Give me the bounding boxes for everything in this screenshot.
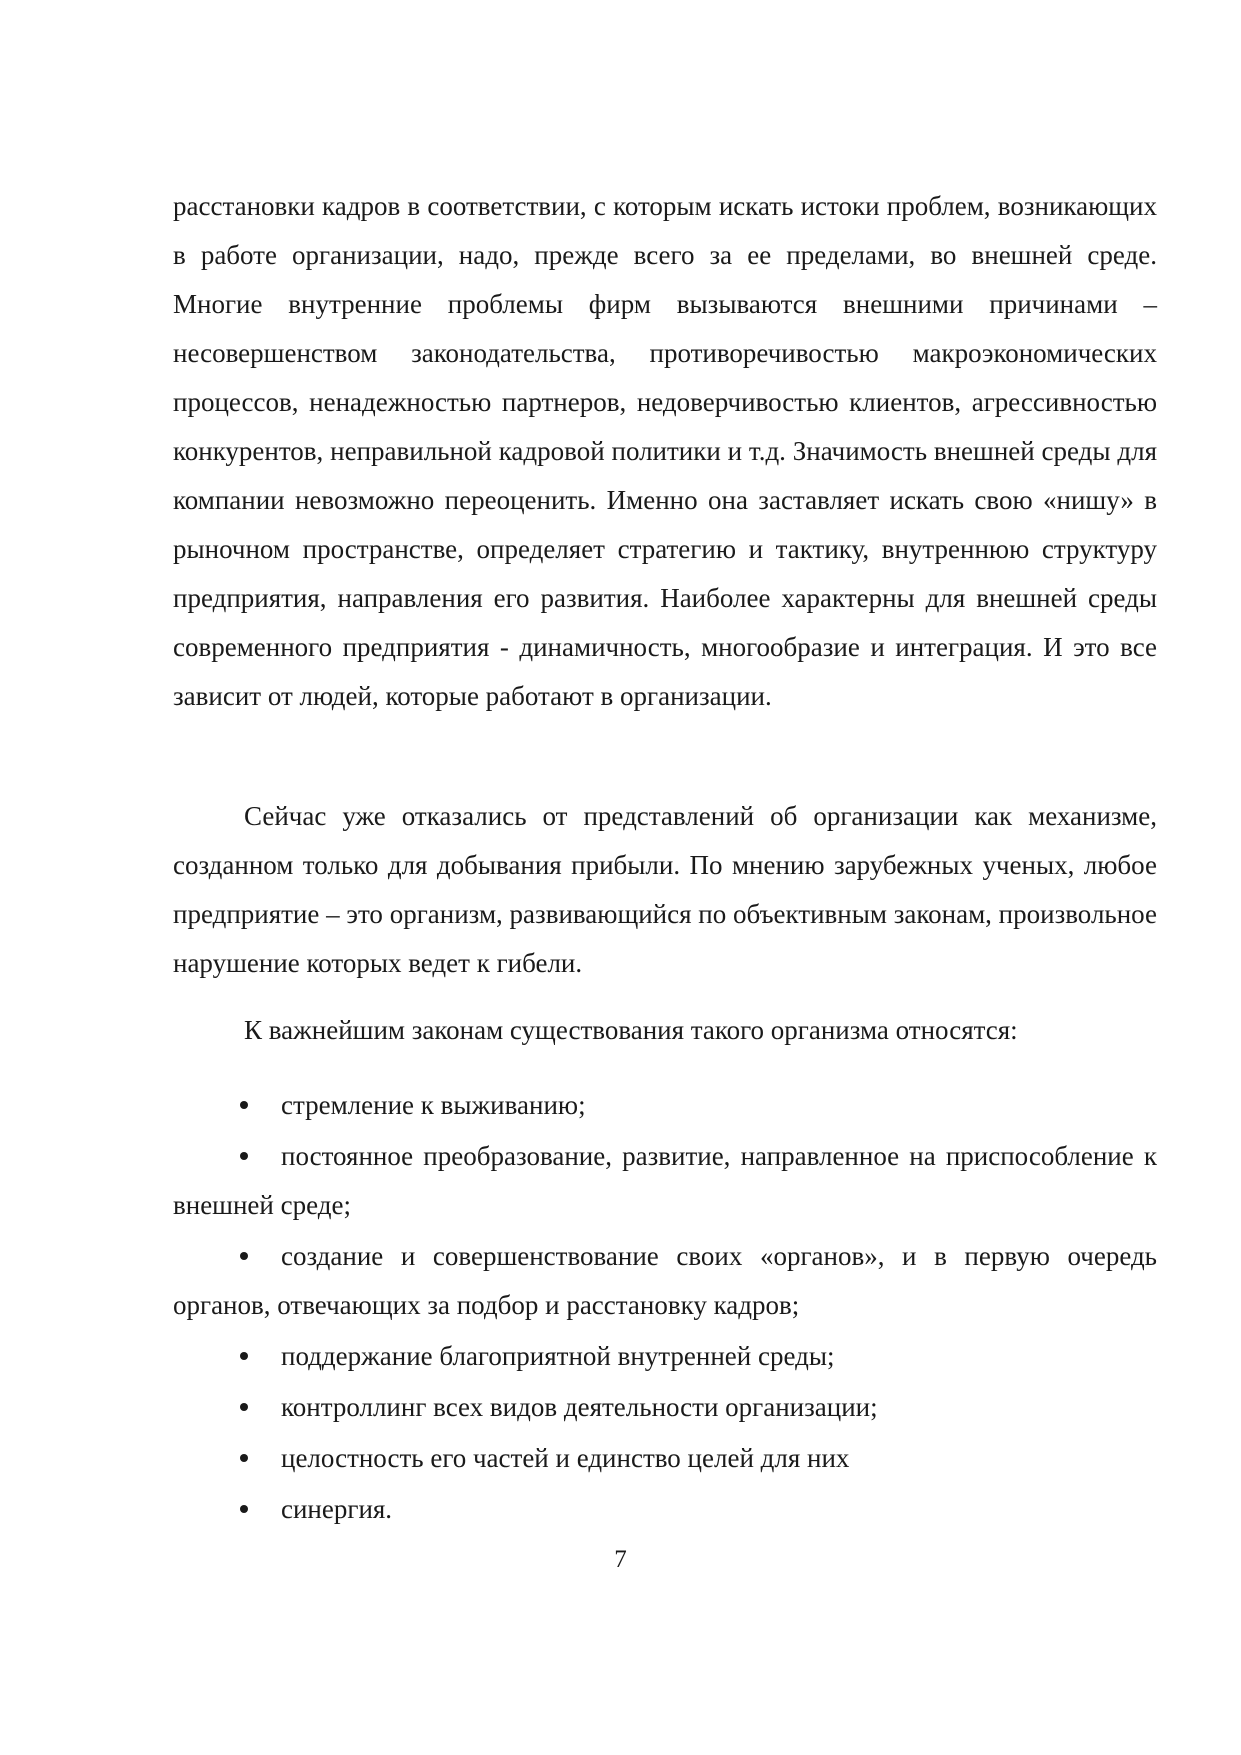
- paragraph-2: [173, 792, 1157, 988]
- list-item: [173, 1383, 1157, 1432]
- paragraph-2-text: Сейчас уже отказались от представлений об организации как механизме, созданном только для добывания прибыли. По мнению зарубежных ученых, любое предприятие – это организм, развивающийся по объективным законам, произвольное нарушение которых ведет к гибели.: [173, 801, 1157, 978]
- list-item-text: контроллинг всех видов деятельности организации;: [281, 1392, 878, 1422]
- list-item: [173, 1332, 1157, 1381]
- bullet-icon: [240, 1081, 277, 1130]
- bullet-icon: [240, 1232, 277, 1281]
- list-item: [173, 1434, 1157, 1483]
- paragraph-1: [173, 182, 1157, 721]
- list-item-text: целостность его частей и единство целей для них: [281, 1443, 850, 1473]
- paragraph-1-text: расстановки кадров в соответствии, с которым искать истоки проблем, возникающих в работе организации, надо, прежде всего за ее пределами, во внешней среде. Многие внутренние проблемы фирм вызываются внешними причинами – несовершенством законодательства, противоречивостью макроэкономических процессов, ненадежностью партнеров, недоверчивостью клиентов, агрессивностью конкурентов, неправильной кадровой политики и т.д. Значимость внешней среды для компании невозможно переоценить. Именно она заставляет искать свою «нишу» в рыночном пространстве, определяет стратегию и тактику, внутреннюю структуру предприятия, направления его развития. Наиболее характерны для внешней среды современного предприятия - динамичность, многообразие и интеграция. И это все зависит от людей, которые работают в организации.: [173, 191, 1157, 711]
- list-item-text: стремление к выживанию;: [281, 1090, 586, 1120]
- bullet-icon: [240, 1485, 277, 1534]
- page-number: 7: [614, 1546, 627, 1573]
- list-item-text: синергия.: [281, 1494, 393, 1524]
- list-item-text: постоянное преобразование, развитие, направленное на приспособление к внешней среде;: [173, 1141, 1157, 1220]
- list-item: [173, 1081, 1157, 1130]
- list-item: [173, 1485, 1157, 1534]
- list-item: [173, 1232, 1157, 1330]
- list-item-text: создание и совершенствование своих «органов», и в первую очередь органов, отвечающих за подбор и расстановку кадров;: [173, 1241, 1157, 1320]
- list-item: [173, 1132, 1157, 1230]
- list-intro-text: К важнейшим законам существования такого организма относятся:: [244, 1015, 1018, 1045]
- list-item-text: поддержание благоприятной внутренней среды;: [281, 1341, 835, 1371]
- bullet-icon: [240, 1434, 277, 1483]
- paragraph-3: [173, 1006, 1157, 1055]
- laws-list: [173, 1081, 1157, 1536]
- bullet-icon: [240, 1332, 277, 1381]
- bullet-icon: [240, 1383, 277, 1432]
- bullet-icon: [240, 1132, 277, 1181]
